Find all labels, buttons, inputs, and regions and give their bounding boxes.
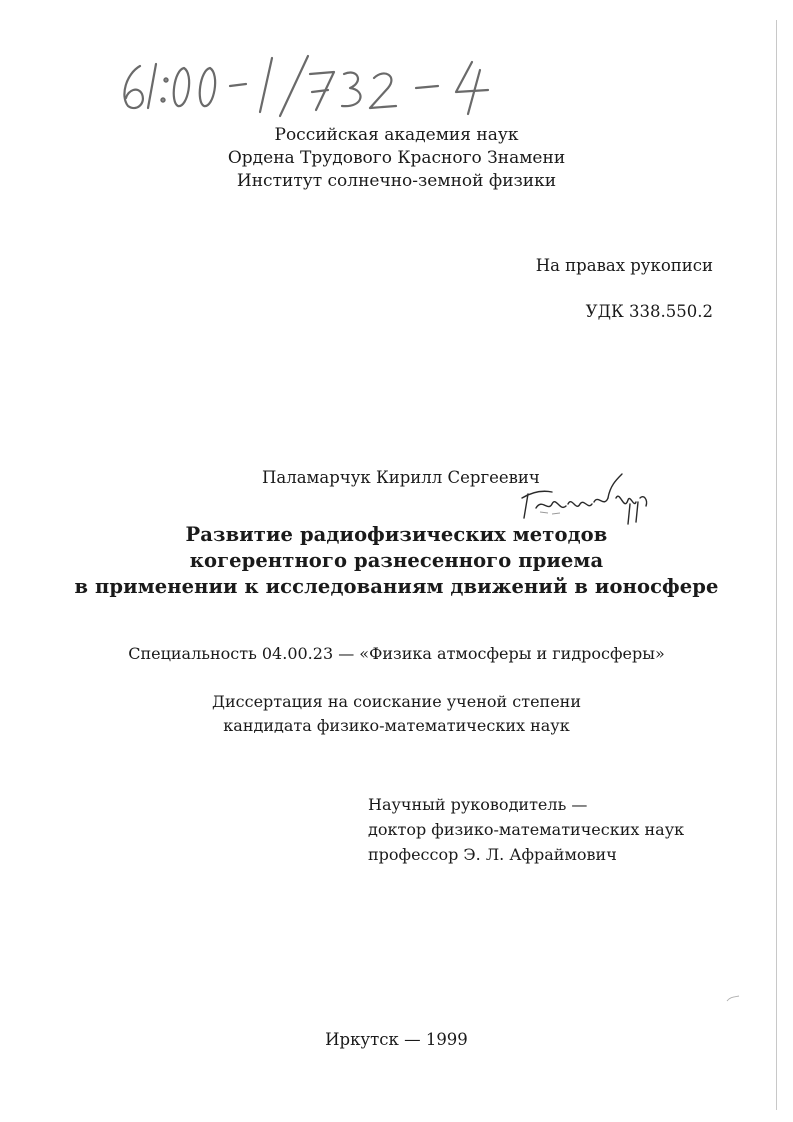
supervisor-role: Научный руководитель —: [368, 795, 588, 814]
organization-block: [0, 124, 793, 193]
rights-note: На правах рукописи: [535, 256, 713, 275]
supervisor-name: профессор Э. Л. Афраймович: [368, 845, 617, 864]
supervisor-degree: доктор физико-математических наук: [368, 820, 685, 839]
organization-line-order: Ордена Трудового Красного Знамени: [227, 148, 566, 168]
dissertation-title: [0, 522, 793, 600]
dissertation-degree: [0, 690, 793, 738]
title-line-1: Развитие радиофизических методов: [185, 523, 608, 546]
title-line-2: когерентного разнесенного приема: [189, 549, 604, 572]
dissertation-line-1: Диссертация на соискание ученой степени: [211, 692, 581, 711]
organization-line-academy: Российская академия наук: [274, 125, 519, 145]
organization-line-institute: Институт солнечно-земной физики: [236, 171, 557, 191]
author-name: Паламарчук Кирилл Сергеевич: [262, 468, 540, 487]
title-line-3: в применении к исследованиям движений в ионосфере: [74, 575, 719, 598]
dissertation-line-2: кандидата физико-математических наук: [223, 716, 570, 735]
udk-code: УДК 338.550.2: [585, 302, 713, 321]
supervisor-block: [368, 792, 684, 867]
city-year: Иркутск — 1999: [325, 1030, 468, 1049]
archive-number-handwritten: [112, 48, 512, 118]
scan-smudge: [726, 988, 740, 996]
author-signature: [512, 468, 662, 528]
specialty: Специальность 04.00.23 — «Физика атмосферы и гидросферы»: [128, 644, 665, 663]
